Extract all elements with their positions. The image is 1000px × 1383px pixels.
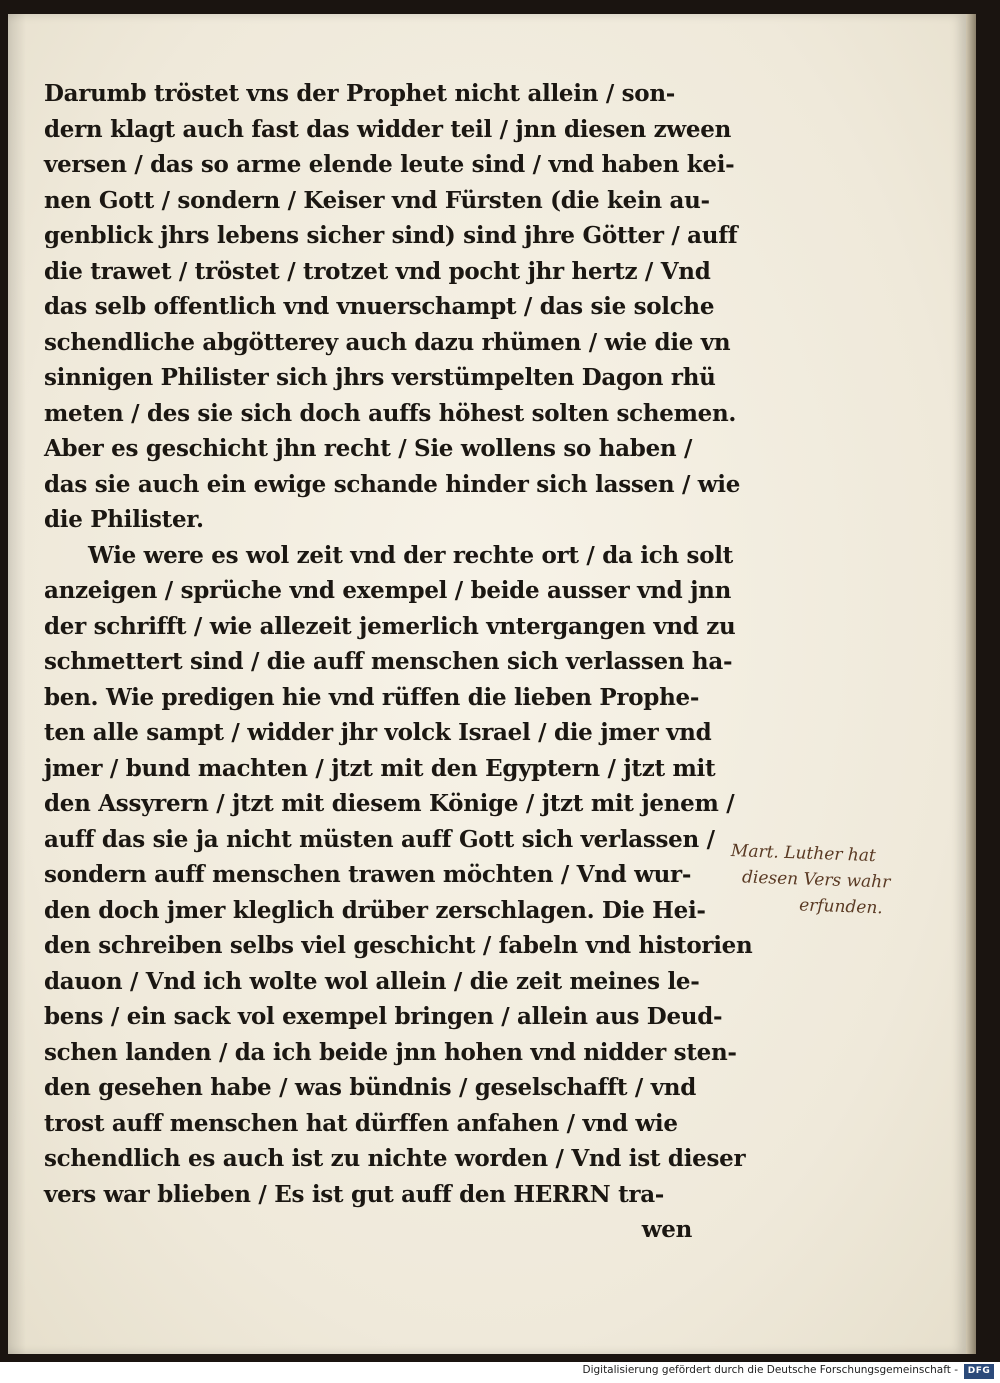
text-line: den doch jmer kleglich drüber zerschlagen. Die Hei- [44, 896, 706, 924]
text-line: den Assyrern / jtzt mit diesem Könige / jtzt mit jenem / [44, 790, 735, 817]
text-line: meten / des sie sich doch auffs höhest solten schemen. [44, 399, 737, 427]
funding-credit: Digitalisierung gefördert durch die Deutsche Forschungsgemeinschaft - [582, 1364, 958, 1376]
text-line: nen Gott / sondern / Keiser vnd Fürsten (die kein au- [44, 186, 710, 214]
text-line: ben. Wie predigen hie vnd rüffen die lieben Prophe- [44, 683, 700, 711]
text-line: den gesehen habe / was bündnis / geselschafft / vnd [44, 1074, 696, 1101]
text-line: schendlich es auch ist zu nichte worden / Vnd ist dieser [44, 1145, 746, 1172]
text-line: das selb offentlich vnd vnuerschampt / das sie solche [44, 293, 715, 320]
text-line: genblick jhrs lebens sicher sind) sind jhre Götter / auff [44, 222, 738, 249]
text-line: Darumb tröstet vns der Prophet nicht allein / son- [44, 80, 675, 107]
text-line: anzeigen / sprüche vnd exempel / beide ausser vnd jnn [44, 577, 732, 604]
text-line: sondern auff menschen trawen möchten / Vnd wur- [44, 861, 692, 888]
text-line: schmettert sind / die auff menschen sich verlassen ha- [44, 648, 733, 675]
text-line: ten alle sampt / widder jhr volck Israel / die jmer vnd [44, 719, 712, 746]
marginalia-line: diesen Vers wahr [741, 867, 891, 893]
text-line: dauon / Vnd ich wolte wol allein / die zeit meines le- [44, 967, 700, 995]
text-line: sinnigen Philister sich jhrs verstümpelten Dagon rhü [44, 364, 716, 391]
text-line: der schrifft / wie allezeit jemerlich vntergangen vnd zu [44, 612, 736, 640]
handwritten-marginal-note [729, 838, 962, 924]
text-line: auff das sie ja nicht müsten auff Gott sich verlassen / [44, 825, 715, 853]
text-line: versen / das so arme elende leute sind / vnd haben kei- [44, 151, 735, 178]
text-line: dern klagt auch fast das widder teil / jnn diesen zween [44, 115, 732, 143]
text-line: die trawet / tröstet / trotzet vnd pocht jhr hertz / Vnd [44, 257, 711, 285]
paragraph-start-line: Wie were es wol zeit vnd der rechte ort / da ich solt [88, 541, 734, 569]
text-line: den schreiben selbs viel geschicht / fabeln vnd historien [44, 932, 753, 959]
text-line: bens / ein sack vol exempel bringen / allein aus Deud- [44, 1003, 723, 1030]
text-line: die Philister. [44, 506, 204, 533]
text-line: vers war blieben / Es ist gut auff den HERRN tra- [44, 1180, 665, 1208]
text-line: schen landen / da ich beide jnn hohen vnd nidder sten- [44, 1038, 737, 1066]
text-line: schendliche abgötterey auch dazu rhümen / wie die vn [44, 328, 731, 356]
text-line: Aber es geschicht jhn recht / Sie wollens so haben / [44, 435, 693, 462]
page-gutter-shadow [8, 14, 26, 1354]
page-text [44, 76, 753, 1248]
text-line: jmer / bund machten / jtzt mit den Egyptern / jtzt mit [44, 754, 716, 782]
marginalia-line: erfunden. [798, 895, 884, 919]
page-edge [966, 14, 976, 1354]
dfg-logo: DFG [964, 1364, 994, 1379]
marginalia-line: Mart. Luther hat [730, 841, 877, 867]
catchword: wen [641, 1216, 692, 1243]
text-line: das sie auch ein ewige schande hinder sich lassen / wie [44, 470, 741, 498]
text-line: trost auff menschen hat dürffen anfahen / vnd wie [44, 1109, 678, 1137]
